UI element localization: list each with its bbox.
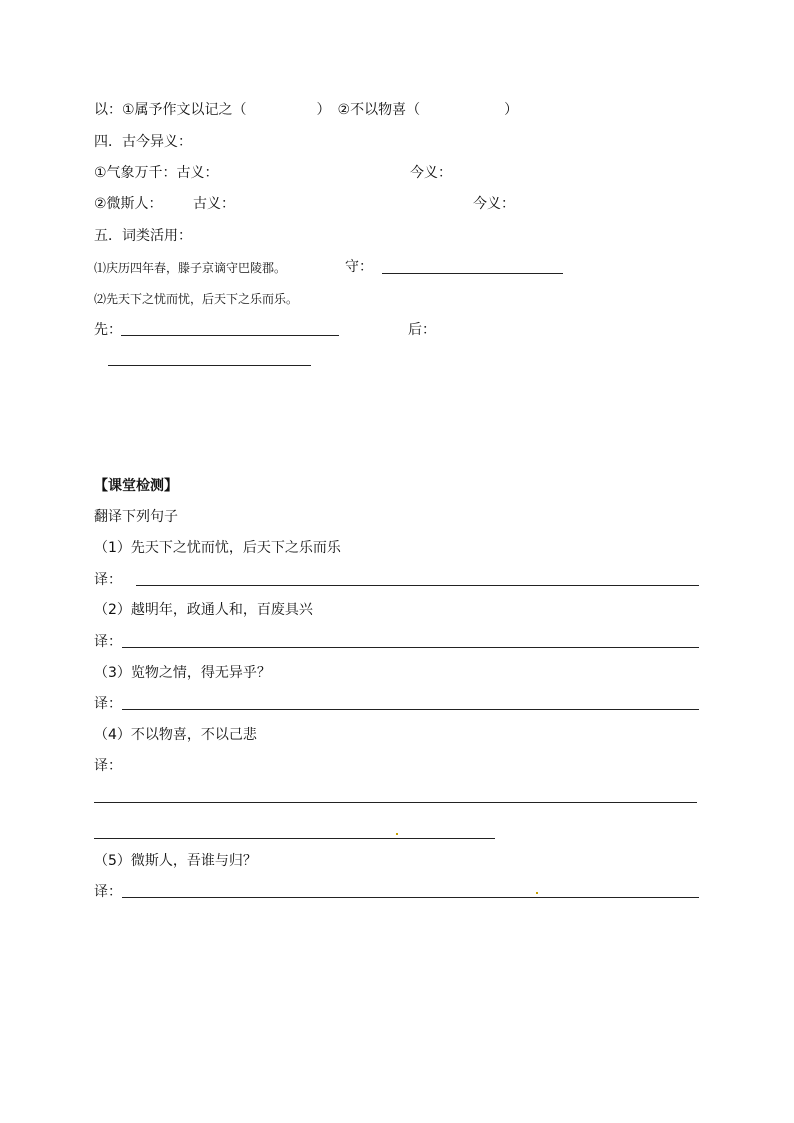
xian-answer-line[interactable]	[121, 335, 339, 336]
sentence-2: （2）越明年，政通人和，百废具兴	[94, 602, 313, 618]
weisiren-label: ②微斯人：	[94, 196, 163, 212]
answer-label-3: 译：	[94, 696, 122, 712]
qixiang-jin-label: 今义：	[410, 165, 452, 181]
translate-instruction: 翻译下列句子	[94, 509, 178, 525]
classroom-check-heading: 【课堂检测】	[94, 478, 178, 494]
section-five-heading: 五．词类活用：	[94, 228, 192, 244]
huoyong-sentence-1: ⑴庆历四年春，滕子京谪守巴陵郡。	[94, 261, 287, 275]
stray-mark	[396, 833, 398, 835]
shou-answer-line[interactable]	[382, 273, 563, 274]
answer-line-4a[interactable]	[94, 802, 697, 803]
answer-label-1: 译：	[94, 572, 122, 588]
sentence-1: （1）先天下之忧而忧，后天下之乐而乐	[94, 540, 341, 556]
answer-label-5: 译：	[94, 884, 122, 900]
section-four-heading: 四．古今异义：	[94, 134, 192, 150]
answer-line-1[interactable]	[136, 585, 699, 586]
huoyong-sentence-2: ⑵先天下之忧而忧，后天下之乐而乐。	[94, 292, 299, 306]
yi-usage-line: 以：①属予作文以记之（ ） ②不以物喜（ ）	[94, 102, 519, 118]
sentence-4: （4）不以物喜，不以己悲	[94, 727, 257, 743]
weisiren-gu-label: 古义：	[193, 196, 235, 212]
hou-label: 后：	[408, 322, 436, 338]
xian-label: 先：	[94, 322, 122, 338]
answer-label-2: 译：	[94, 634, 122, 650]
qixiang-gu-label: ①气象万千：古义：	[94, 165, 219, 181]
answer-line-3[interactable]	[122, 709, 699, 710]
answer-line-4b[interactable]	[94, 838, 495, 839]
sentence-5: （5）微斯人，吾谁与归？	[94, 853, 257, 869]
answer-line-5[interactable]	[122, 897, 699, 898]
stray-mark	[536, 892, 538, 894]
hou-answer-line[interactable]	[108, 365, 311, 366]
answer-label-4: 译：	[94, 758, 122, 774]
shou-label: 守：	[345, 259, 373, 275]
weisiren-jin-label: 今义：	[473, 196, 515, 212]
sentence-3: （3）览物之情，得无异乎？	[94, 665, 271, 681]
answer-line-2[interactable]	[122, 647, 699, 648]
